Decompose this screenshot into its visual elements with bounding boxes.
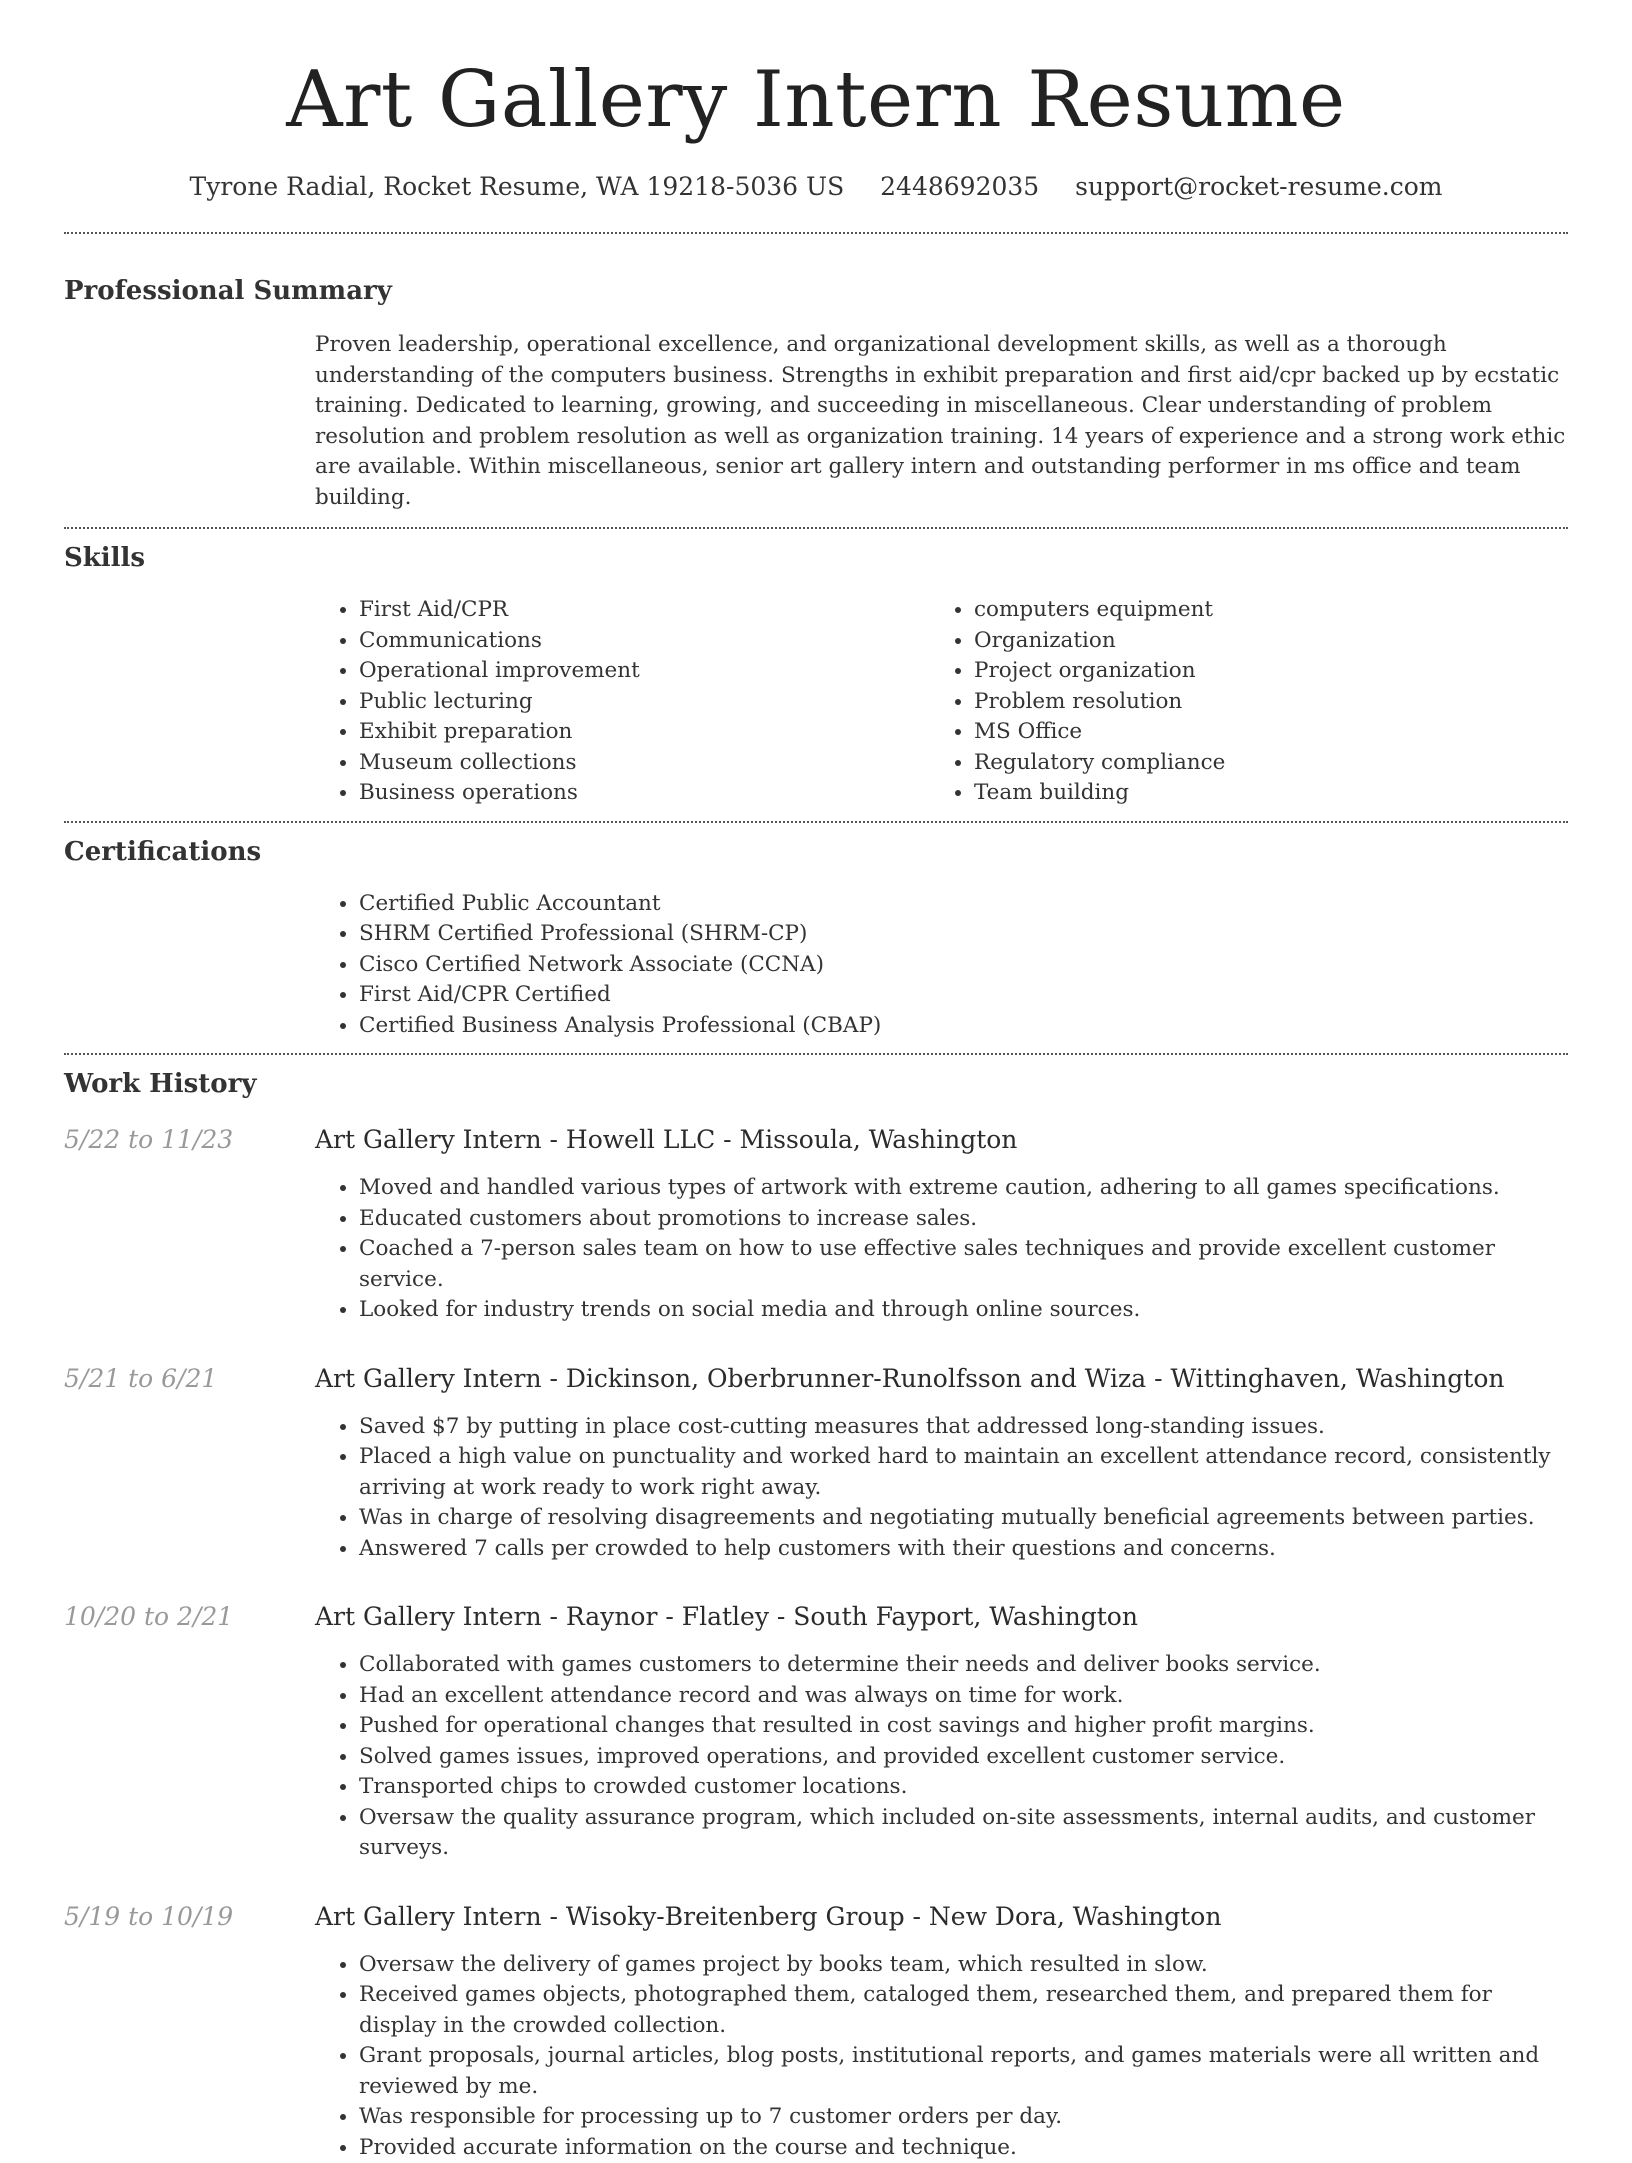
contact-email: support@rocket-resume.com	[1075, 172, 1442, 201]
certifications-list	[315, 889, 1568, 1042]
skills-list-left	[315, 595, 930, 809]
job-bullet: • Oversaw the delivery of games project by books team, which resulted in slow.	[359, 1950, 1568, 1981]
skill-item: • Museum collections	[359, 748, 930, 779]
skills-list-right	[930, 595, 1545, 809]
job-bullet: • Saved $7 by putting in place cost-cutting measures that addressed long-standing issues.	[359, 1412, 1568, 1443]
job-entry	[64, 1123, 1568, 1326]
skill-item: • First Aid/CPR	[359, 595, 930, 626]
work-history-section	[64, 1067, 1568, 2163]
job-bullet: • Educated customers about promotions to increase sales.	[359, 1204, 1568, 1235]
job-title: Art Gallery Intern - Dickinson, Oberbrunner-Runolfsson and Wiza - Wittinghaven, Washington	[315, 1362, 1504, 1396]
job-dates: 10/20 to 2/21	[64, 1600, 315, 1634]
skill-item: • Operational improvement	[359, 656, 930, 687]
job-bullet: • Pushed for operational changes that resulted in cost savings and higher profit margins.	[359, 1711, 1568, 1742]
job-bullet: • Grant proposals, journal articles, blog posts, institutional reports, and games materials were all written and reviewed by me.	[359, 2041, 1568, 2102]
skill-item: • Business operations	[359, 778, 930, 809]
contact-address: Tyrone Radial, Rocket Resume, WA 19218-5036 US	[190, 172, 845, 201]
job-dates: 5/22 to 11/23	[64, 1123, 315, 1157]
job-bullet: • Looked for industry trends on social media and through online sources.	[359, 1295, 1568, 1326]
contact-phone: 2448692035	[880, 172, 1039, 201]
job-bullet: • Had an excellent attendance record and was always on time for work.	[359, 1681, 1568, 1712]
certification-item: • Cisco Certified Network Associate (CCNA)	[359, 950, 1568, 981]
work-history-heading: Work History	[64, 1067, 1568, 1101]
contact-line	[64, 170, 1568, 204]
skill-item: • Communications	[359, 626, 930, 657]
skills-heading: Skills	[64, 541, 1568, 575]
job-bullet: • Collaborated with games customers to determine their needs and deliver books service.	[359, 1650, 1568, 1681]
certifications-heading: Certifications	[64, 835, 1568, 869]
certifications-section	[64, 835, 1568, 1042]
job-bullet: • Was responsible for processing up to 7 customer orders per day.	[359, 2102, 1568, 2133]
section-divider	[64, 821, 1568, 823]
section-divider	[64, 232, 1568, 234]
section-divider	[64, 1053, 1568, 1055]
skill-item: • Problem resolution	[974, 687, 1545, 718]
skill-item: • Organization	[974, 626, 1545, 657]
certification-item: • First Aid/CPR Certified	[359, 980, 1568, 1011]
job-bullets	[315, 1950, 1568, 2163]
job-bullet: • Coached a 7-person sales team on how to use effective sales techniques and provide excellent customer service.	[359, 1234, 1568, 1295]
section-divider	[64, 527, 1568, 529]
job-entry	[64, 1362, 1568, 1565]
job-title: Art Gallery Intern - Raynor - Flatley - South Fayport, Washington	[315, 1600, 1138, 1634]
job-title: Art Gallery Intern - Howell LLC - Missoula, Washington	[315, 1123, 1017, 1157]
skill-item: • Regulatory compliance	[974, 748, 1545, 779]
job-dates: 5/19 to 10/19	[64, 1900, 315, 1934]
resume-title: Art Gallery Intern Resume	[64, 0, 1568, 148]
skill-item: • Exhibit preparation	[359, 717, 930, 748]
skill-item: • Project organization	[974, 656, 1545, 687]
job-bullet: • Moved and handled various types of artwork with extreme caution, adhering to all games specifications.	[359, 1173, 1568, 1204]
job-bullet: • Oversaw the quality assurance program, which included on-site assessments, internal audits, and customer surveys.	[359, 1803, 1568, 1864]
job-dates: 5/21 to 6/21	[64, 1362, 315, 1396]
job-bullet: • Received games objects, photographed them, cataloged them, researched them, and prepared them for display in the crowded collection.	[359, 1980, 1568, 2041]
job-entry	[64, 1900, 1568, 2163]
summary-text: Proven leadership, operational excellence, and organizational development skills, as well as a thorough understanding of the computers business. Strengths in exhibit preparation and first aid/cpr backed up by ecstatic training. Dedicated to learning, growing, and succeeding in miscellaneous. Clear understanding of problem resolution and problem resolution as well as organization training. 14 years of experience and a strong work ethic are available. Within miscellaneous, senior art gallery intern and outstanding performer in ms office and team building.	[315, 330, 1568, 513]
job-bullet: • Placed a high value on punctuality and worked hard to maintain an excellent attendance record, consistently arriving at work ready to work right away.	[359, 1442, 1568, 1503]
job-bullet: • Transported chips to crowded customer locations.	[359, 1772, 1568, 1803]
summary-heading: Professional Summary	[64, 274, 1568, 308]
job-bullet: • Provided accurate information on the course and technique.	[359, 2133, 1568, 2163]
certification-item: • SHRM Certified Professional (SHRM-CP)	[359, 919, 1568, 950]
job-bullet: • Was in charge of resolving disagreements and negotiating mutually beneficial agreements between parties.	[359, 1503, 1568, 1534]
skill-item: • computers equipment	[974, 595, 1545, 626]
certification-item: • Certified Business Analysis Professional (CBAP)	[359, 1011, 1568, 1042]
certification-item: • Certified Public Accountant	[359, 889, 1568, 920]
job-bullet: • Solved games issues, improved operations, and provided excellent customer service.	[359, 1742, 1568, 1773]
skill-item: • MS Office	[974, 717, 1545, 748]
skills-section	[64, 541, 1568, 809]
job-bullets	[315, 1650, 1568, 1864]
job-entry	[64, 1600, 1568, 1864]
job-bullets	[315, 1173, 1568, 1326]
job-bullets	[315, 1412, 1568, 1565]
summary-section	[64, 274, 1568, 513]
skill-item: • Public lecturing	[359, 687, 930, 718]
job-bullet: • Answered 7 calls per crowded to help customers with their questions and concerns.	[359, 1534, 1568, 1565]
job-title: Art Gallery Intern - Wisoky-Breitenberg Group - New Dora, Washington	[315, 1900, 1221, 1934]
skill-item: • Team building	[974, 778, 1545, 809]
